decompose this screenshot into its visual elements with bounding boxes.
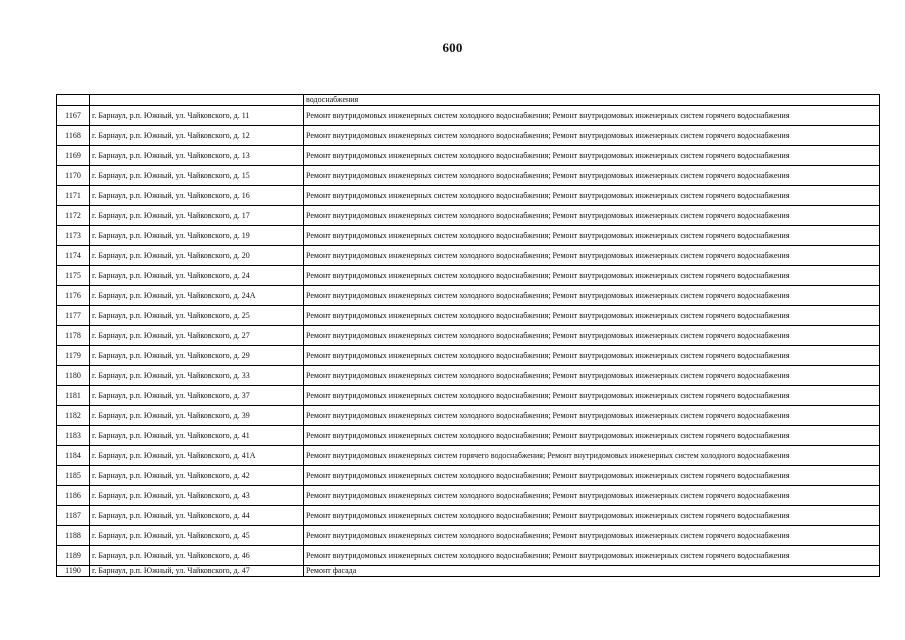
row-number: 1176 — [57, 286, 90, 306]
row-address: г. Барнаул, р.п. Южный, ул. Чайковского, д. 12 — [90, 126, 304, 146]
row-work-type: Ремонт внутридомовых инженерных систем холодного водоснабжения; Ремонт внутридомовых инженерных систем горячего водоснабжения — [304, 186, 880, 206]
row-number: 1185 — [57, 466, 90, 486]
row-work-type: Ремонт внутридомовых инженерных систем холодного водоснабжения; Ремонт внутридомовых инженерных систем горячего водоснабжения — [304, 146, 880, 166]
row-work-type: Ремонт внутридомовых инженерных систем холодного водоснабжения; Ремонт внутридомовых инженерных систем горячего водоснабжения — [304, 126, 880, 146]
continuation-row — [57, 95, 880, 106]
row-address: г. Барнаул, р.п. Южный, ул. Чайковского, д. 13 — [90, 146, 304, 166]
table-row — [57, 206, 880, 226]
row-work-type: Ремонт внутридомовых инженерных систем холодного водоснабжения; Ремонт внутридомовых инженерных систем горячего водоснабжения — [304, 306, 880, 326]
row-address: г. Барнаул, р.п. Южный, ул. Чайковского, д. 43 — [90, 486, 304, 506]
row-address: г. Барнаул, р.п. Южный, ул. Чайковского, д. 39 — [90, 406, 304, 426]
row-number: 1184 — [57, 446, 90, 466]
table-row — [57, 446, 880, 466]
continuation-num-cell — [57, 95, 90, 106]
table-row — [57, 146, 880, 166]
row-address: г. Барнаул, р.п. Южный, ул. Чайковского, д. 33 — [90, 366, 304, 386]
row-work-type: Ремонт внутридомовых инженерных систем холодного водоснабжения; Ремонт внутридомовых инженерных систем горячего водоснабжения — [304, 226, 880, 246]
row-work-type: Ремонт внутридомовых инженерных систем холодного водоснабжения; Ремонт внутридомовых инженерных систем горячего водоснабжения — [304, 366, 880, 386]
row-work-type: Ремонт внутридомовых инженерных систем холодного водоснабжения; Ремонт внутридомовых инженерных систем горячего водоснабжения — [304, 546, 880, 566]
row-work-type: Ремонт внутридомовых инженерных систем холодного водоснабжения; Ремонт внутридомовых инженерных систем горячего водоснабжения — [304, 166, 880, 186]
row-address: г. Барнаул, р.п. Южный, ул. Чайковского, д. 29 — [90, 346, 304, 366]
row-work-type: Ремонт внутридомовых инженерных систем холодного водоснабжения; Ремонт внутридомовых инженерных систем горячего водоснабжения — [304, 466, 880, 486]
row-address: г. Барнаул, р.п. Южный, ул. Чайковского, д. 45 — [90, 526, 304, 546]
row-work-type: Ремонт внутридомовых инженерных систем холодного водоснабжения; Ремонт внутридомовых инженерных систем горячего водоснабжения — [304, 346, 880, 366]
continuation-work-cell: водоснабжения — [304, 95, 880, 106]
table-row — [57, 426, 880, 446]
row-address: г. Барнаул, р.п. Южный, ул. Чайковского, д. 42 — [90, 466, 304, 486]
row-number: 1170 — [57, 166, 90, 186]
table-row — [57, 546, 880, 566]
row-address: г. Барнаул, р.п. Южный, ул. Чайковского, д. 15 — [90, 166, 304, 186]
row-number: 1173 — [57, 226, 90, 246]
row-address: г. Барнаул, р.п. Южный, ул. Чайковского, д. 20 — [90, 246, 304, 266]
table-row — [57, 486, 880, 506]
row-address: г. Барнаул, р.п. Южный, ул. Чайковского, д. 46 — [90, 546, 304, 566]
row-address: г. Барнаул, р.п. Южный, ул. Чайковского, д. 11 — [90, 106, 304, 126]
row-address: г. Барнаул, р.п. Южный, ул. Чайковского, д. 47 — [90, 566, 304, 577]
row-number: 1178 — [57, 326, 90, 346]
row-number: 1168 — [57, 126, 90, 146]
row-number: 1169 — [57, 146, 90, 166]
row-number: 1188 — [57, 526, 90, 546]
row-work-type: Ремонт внутридомовых инженерных систем горячего водоснабжения; Ремонт внутридомовых инженерных систем холодного водоснабжения — [304, 446, 880, 466]
row-number: 1182 — [57, 406, 90, 426]
row-number: 1189 — [57, 546, 90, 566]
row-number: 1186 — [57, 486, 90, 506]
table-row — [57, 326, 880, 346]
continuation-address-cell — [90, 95, 304, 106]
row-work-type: Ремонт внутридомовых инженерных систем холодного водоснабжения; Ремонт внутридомовых инженерных систем горячего водоснабжения — [304, 286, 880, 306]
table-row — [57, 526, 880, 546]
row-work-type: Ремонт внутридомовых инженерных систем холодного водоснабжения; Ремонт внутридомовых инженерных систем горячего водоснабжения — [304, 326, 880, 346]
row-address: г. Барнаул, р.п. Южный, ул. Чайковского, д. 17 — [90, 206, 304, 226]
table-row — [57, 106, 880, 126]
row-number: 1167 — [57, 106, 90, 126]
table-row — [57, 386, 880, 406]
row-address: г. Барнаул, р.п. Южный, ул. Чайковского, д. 41 — [90, 426, 304, 446]
page-number: 600 — [442, 40, 463, 55]
table-row — [57, 566, 880, 577]
row-number: 1172 — [57, 206, 90, 226]
row-address: г. Барнаул, р.п. Южный, ул. Чайковского, д. 27 — [90, 326, 304, 346]
table-row — [57, 366, 880, 386]
row-address: г. Барнаул, р.п. Южный, ул. Чайковского, д. 24 — [90, 266, 304, 286]
row-work-type: Ремонт внутридомовых инженерных систем холодного водоснабжения; Ремонт внутридомовых инженерных систем горячего водоснабжения — [304, 246, 880, 266]
table-row — [57, 506, 880, 526]
row-number: 1171 — [57, 186, 90, 206]
table-row — [57, 346, 880, 366]
row-work-type: Ремонт внутридомовых инженерных систем холодного водоснабжения; Ремонт внутридомовых инженерных систем горячего водоснабжения — [304, 206, 880, 226]
row-number: 1187 — [57, 506, 90, 526]
row-work-type: Ремонт внутридомовых инженерных систем холодного водоснабжения; Ремонт внутридомовых инженерных систем горячего водоснабжения — [304, 106, 880, 126]
row-address: г. Барнаул, р.п. Южный, ул. Чайковского, д. 37 — [90, 386, 304, 406]
row-number: 1181 — [57, 386, 90, 406]
row-address: г. Барнаул, р.п. Южный, ул. Чайковского, д. 44 — [90, 506, 304, 526]
table-row — [57, 166, 880, 186]
row-address: г. Барнаул, р.п. Южный, ул. Чайковского, д. 16 — [90, 186, 304, 206]
row-number: 1190 — [57, 566, 90, 577]
row-address: г. Барнаул, р.п. Южный, ул. Чайковского, д. 41А — [90, 446, 304, 466]
table-row — [57, 306, 880, 326]
row-address: г. Барнаул, р.п. Южный, ул. Чайковского, д. 25 — [90, 306, 304, 326]
table-row — [57, 266, 880, 286]
row-address: г. Барнаул, р.п. Южный, ул. Чайковского, д. 24А — [90, 286, 304, 306]
repair-registry-table — [56, 94, 880, 577]
row-number: 1174 — [57, 246, 90, 266]
row-number: 1175 — [57, 266, 90, 286]
row-work-type: Ремонт внутридомовых инженерных систем холодного водоснабжения; Ремонт внутридомовых инженерных систем горячего водоснабжения — [304, 486, 880, 506]
table-row — [57, 286, 880, 306]
table-row — [57, 246, 880, 266]
row-work-type: Ремонт внутридомовых инженерных систем холодного водоснабжения; Ремонт внутридомовых инженерных систем горячего водоснабжения — [304, 506, 880, 526]
registry-body — [57, 95, 880, 577]
table-row — [57, 126, 880, 146]
row-number: 1177 — [57, 306, 90, 326]
table-row — [57, 186, 880, 206]
row-work-type: Ремонт фасада — [304, 566, 880, 577]
row-number: 1179 — [57, 346, 90, 366]
row-work-type: Ремонт внутридомовых инженерных систем холодного водоснабжения; Ремонт внутридомовых инженерных систем горячего водоснабжения — [304, 266, 880, 286]
row-work-type: Ремонт внутридомовых инженерных систем холодного водоснабжения; Ремонт внутридомовых инженерных систем горячего водоснабжения — [304, 426, 880, 446]
row-address: г. Барнаул, р.п. Южный, ул. Чайковского, д. 19 — [90, 226, 304, 246]
row-work-type: Ремонт внутридомовых инженерных систем холодного водоснабжения; Ремонт внутридомовых инженерных систем горячего водоснабжения — [304, 386, 880, 406]
table-row — [57, 406, 880, 426]
row-work-type: Ремонт внутридомовых инженерных систем холодного водоснабжения; Ремонт внутридомовых инженерных систем горячего водоснабжения — [304, 406, 880, 426]
row-number: 1180 — [57, 366, 90, 386]
table-row — [57, 466, 880, 486]
row-number: 1183 — [57, 426, 90, 446]
row-work-type: Ремонт внутридомовых инженерных систем холодного водоснабжения; Ремонт внутридомовых инженерных систем горячего водоснабжения — [304, 526, 880, 546]
table-row — [57, 226, 880, 246]
